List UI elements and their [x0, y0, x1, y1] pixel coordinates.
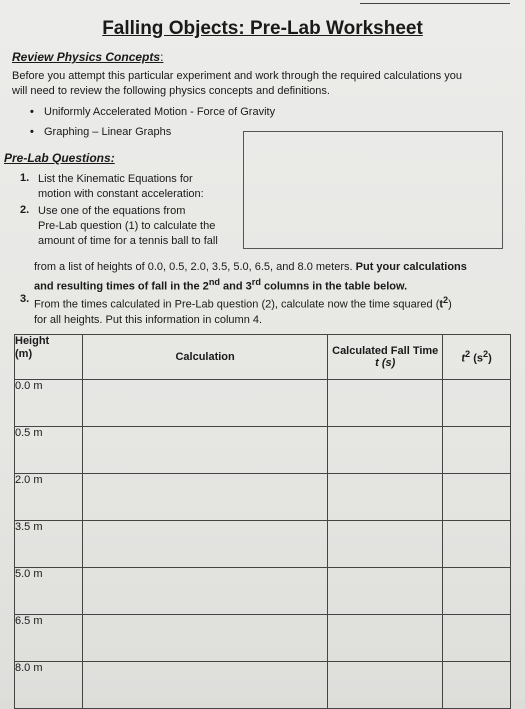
superscript: 2 [465, 349, 471, 360]
question-2-continued [34, 260, 514, 295]
fall-time-cell[interactable] [328, 427, 443, 474]
question-2-line: amount of time for a tennis ball to fall [38, 235, 218, 247]
question-2-heights: from a list of heights of 0.0, 0.5, 2.0, 3.5, 5.0, 6.5, and 8.0 meters. [34, 261, 353, 273]
superscript: rd [251, 277, 261, 287]
review-heading-colon: : [160, 50, 164, 64]
question-1-line: List the Kinematic Equations for [38, 173, 193, 185]
header-text: Height [15, 335, 50, 347]
question-2-text [38, 204, 218, 249]
fall-time-cell[interactable] [328, 521, 443, 568]
calculation-cell[interactable] [82, 521, 327, 568]
question-3-line [34, 293, 514, 313]
time-squared-cell[interactable] [443, 380, 511, 427]
header-time-squared [443, 335, 511, 380]
bullet-dot-icon: • [30, 106, 34, 118]
prelab-heading: Pre-Lab Questions: [4, 151, 115, 165]
table-row [15, 380, 511, 427]
text-fragment: From the times calculated in Pre-Lab question (2), calculate now the time squared ( [34, 298, 440, 311]
question-2-line: Use one of the equations from [38, 205, 186, 217]
table-row [15, 568, 511, 615]
table-row [15, 427, 511, 474]
question-3-line: for all heights. Put this information in column 4. [34, 313, 263, 326]
header-fall-time [328, 335, 443, 380]
answer-box[interactable] [243, 131, 503, 249]
question-1-line: motion with constant acceleration: [38, 188, 204, 200]
name-line [360, 0, 510, 4]
text-fragment: columns in the table below. [260, 280, 408, 293]
fall-time-cell[interactable] [328, 662, 443, 709]
time-squared-cell[interactable] [443, 615, 511, 662]
calculation-cell[interactable] [82, 380, 327, 427]
header-text: t (s) [375, 357, 396, 369]
intro-line-1: Before you attempt this particular experiment and work through the required calculations you [12, 70, 463, 82]
question-2-number: 2. [20, 204, 30, 216]
bullet-dot-icon: • [30, 126, 34, 138]
text-fragment: ) [448, 298, 452, 311]
superscript: nd [208, 277, 220, 287]
superscript: 2 [443, 295, 449, 305]
time-squared-cell[interactable] [443, 474, 511, 521]
table-header-row [15, 335, 511, 380]
header-text: Calculated Fall Time [332, 345, 439, 357]
height-cell: 8.0 m [15, 662, 83, 709]
calculation-cell[interactable] [82, 662, 327, 709]
table-row [15, 662, 511, 709]
text-fragment: t [461, 352, 466, 365]
fall-time-cell[interactable] [328, 380, 443, 427]
fall-time-cell[interactable] [328, 568, 443, 615]
header-text: (m) [15, 348, 33, 360]
review-heading-text: Review Physics Concepts [12, 50, 161, 64]
time-squared-cell[interactable] [443, 662, 511, 709]
data-table [14, 334, 511, 709]
text-fragment: t [439, 298, 444, 311]
page-title: Falling Objects: Pre-Lab Worksheet [102, 18, 423, 39]
height-cell: 6.5 m [15, 615, 83, 662]
superscript: 2 [482, 349, 489, 360]
height-cell: 2.0 m [15, 474, 83, 521]
calculation-cell[interactable] [82, 615, 327, 662]
height-cell: 0.0 m [15, 380, 83, 427]
table-row [15, 474, 511, 521]
time-squared-cell[interactable] [443, 427, 511, 474]
bullet-text: Uniformly Accelerated Motion - Force of Gravity [44, 106, 276, 118]
question-1-text [38, 172, 204, 202]
time-squared-cell[interactable] [443, 521, 511, 568]
question-2-line: Pre-Lab question (1) to calculate the [38, 220, 216, 232]
text-fragment: ) [488, 352, 492, 365]
text-fragment: (s [470, 352, 483, 365]
bullet-text: Graphing – Linear Graphs [44, 126, 172, 138]
calculation-cell[interactable] [82, 474, 327, 521]
height-cell: 5.0 m [15, 568, 83, 615]
question-2-instruction: Put your calculations [355, 261, 467, 273]
header-height [15, 335, 83, 380]
height-cell: 3.5 m [15, 521, 83, 568]
question-2-line-5 [34, 275, 514, 295]
bullet-item [30, 106, 275, 118]
height-cell: 0.5 m [15, 427, 83, 474]
calculation-cell[interactable] [82, 427, 327, 474]
question-1-number: 1. [20, 172, 30, 184]
question-3-text [34, 293, 514, 328]
calculation-cell[interactable] [82, 568, 327, 615]
fall-time-cell[interactable] [328, 615, 443, 662]
text-fragment: and resulting times of fall in the 2 [34, 280, 209, 293]
intro-line-2: will need to review the following physics concepts and definitions. [12, 85, 330, 97]
question-3-number: 3. [20, 293, 30, 305]
table-row [15, 521, 511, 568]
fall-time-cell[interactable] [328, 474, 443, 521]
question-2-line-4 [34, 260, 514, 275]
header-calculation: Calculation [82, 335, 327, 380]
review-heading [12, 50, 163, 64]
time-squared-cell[interactable] [443, 568, 511, 615]
review-intro [12, 69, 512, 99]
bullet-item [30, 126, 171, 138]
text-fragment: and 3 [220, 280, 252, 293]
table-row [15, 615, 511, 662]
